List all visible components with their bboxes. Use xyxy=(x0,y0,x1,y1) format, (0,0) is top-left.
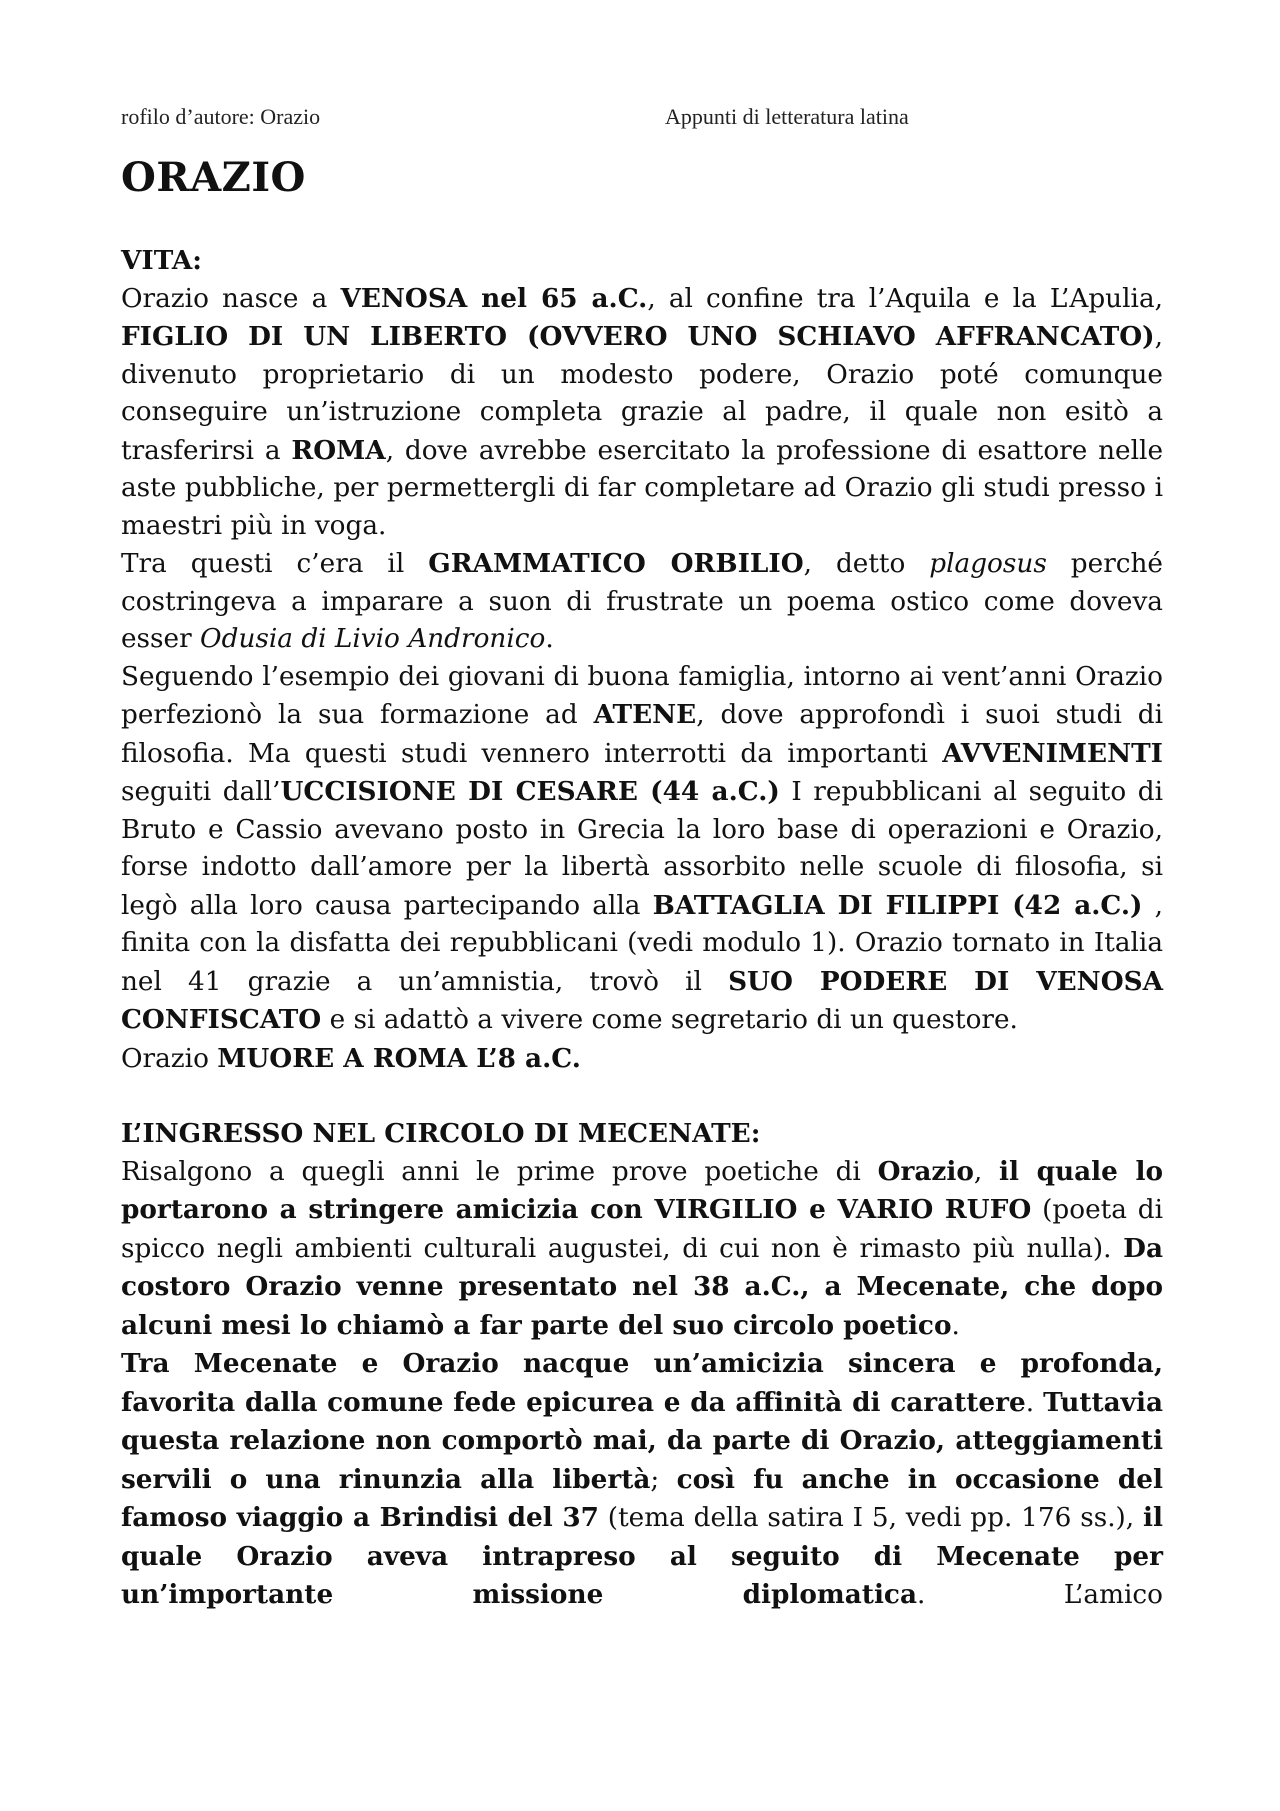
section-ingresso xyxy=(121,1115,1163,1615)
document-body xyxy=(121,152,1163,1615)
bold-run: FIGLIO DI UN LIBERTO (OVVERO UNO SCHIAVO AFFRANCATO) xyxy=(121,321,1155,352)
paragraph-vita-2 xyxy=(121,545,1163,659)
text-run: . xyxy=(1025,1387,1044,1418)
bold-run: BATTAGLIA DI FILIPPI (42 a.C.) xyxy=(652,889,1143,921)
bold-run: GRAMMATICO ORBILIO xyxy=(428,548,804,579)
bold-run: ATENE xyxy=(593,699,697,730)
bold-run: il quale Orazio aveva intrapreso al seguito di Mecenate per un’importante missione diplomatica xyxy=(121,1502,1163,1610)
bold-run: così fu anche in occasione del famoso viaggio a Brindisi del 37 xyxy=(121,1463,1164,1533)
bold-run: Tuttavia questa relazione non comportò mai, da parte di Orazio, atteggiamenti servili o una rinunzia alla libertà xyxy=(121,1386,1163,1495)
text-run: , dove approfondì i suoi studi di filosofia. Ma questi studi vennero interrotti da importanti xyxy=(121,700,1163,769)
text-run: , detto xyxy=(803,549,930,579)
paragraph-ingresso-1 xyxy=(121,1153,1163,1346)
bold-run: VENOSA nel 65 a.C. xyxy=(340,282,648,314)
paragraph-vita-1 xyxy=(121,280,1163,546)
bold-run: UCCISIONE DI CESARE (44 a.C.) xyxy=(280,776,780,807)
text-run: (poeta di spicco negli ambienti culturali augustei, di cui non è rimasto più nulla). xyxy=(121,1195,1163,1264)
text-run: (tema della satira I 5, vedi pp. 176 ss.), xyxy=(598,1503,1144,1533)
text-run: Tra questi c’era il xyxy=(121,549,429,579)
text-run: perché costringeva a imparare a suon di frustrate un poema ostico come doveva esser xyxy=(121,549,1163,654)
bold-run: ROMA xyxy=(291,434,386,466)
text-run: e si adattò a vivere come segretario di un questore. xyxy=(321,1005,1018,1035)
bold-run: il quale lo portarono a stringere amicizia con VIRGILIO e VARIO RUFO xyxy=(121,1155,1164,1225)
header-right-text: Appunti di letteratura latina xyxy=(665,104,909,129)
text-run: , al confine tra l’Aquila e la L’Apulia, xyxy=(647,283,1163,314)
page-title: ORAZIO xyxy=(121,154,306,201)
paragraph-vita-3 xyxy=(121,659,1163,1040)
text-run: Seguendo l’esempio dei giovani di buona famiglia, intorno ai vent’anni Orazio perfezionò la sua formazione ad xyxy=(121,661,1163,730)
text-run: . xyxy=(951,1310,960,1341)
section-heading-vita: VITA: xyxy=(121,245,202,276)
text-run: , divenuto proprietario di un modesto podere, Orazio poté comunque conseguire un’istruzione completa grazie al padre, il quale non esitò a trasferirsi a xyxy=(121,322,1163,466)
text-run: seguiti dall’ xyxy=(121,777,281,807)
header-left-text: rofilo d’autore: Orazio xyxy=(121,104,321,129)
bold-run: Da costoro Orazio venne presentato nel 38 a.C., a Mecenate, che dopo alcuni mesi lo chiamò a far parte del suo circolo poetico xyxy=(121,1232,1163,1341)
text-run: ; xyxy=(650,1464,677,1495)
text-run: I repubblicani al seguito di Bruto e Cassio avevano posto in Grecia la loro base di operazioni e Orazio, forse indotto dall’amore per la libertà assorbito nelle scuole di filosofia, si legò alla loro causa partecipando alla xyxy=(121,777,1163,921)
bold-run: Tra Mecenate e Orazio nacque un’amicizia sincera e profonda, favorita dalla comune fede epicurea e da affinità di carattere xyxy=(121,1348,1163,1418)
text-run: . L’amico xyxy=(917,1580,1163,1610)
paragraph-vita-4 xyxy=(121,1040,1163,1079)
text-run: , finita con la disfatta dei repubblicani (vedi modulo 1). Orazio tornato in Italia nel 41 grazie a un’amnistia, trovò il xyxy=(121,890,1164,997)
running-header xyxy=(121,104,1171,134)
text-run: Orazio nasce a xyxy=(121,283,341,314)
section-heading-ingresso: L’INGRESSO NEL CIRCOLO DI MECENATE: xyxy=(121,1118,761,1149)
paragraph-ingresso-2 xyxy=(121,1345,1163,1615)
bold-run: MUORE A ROMA L’8 a.C. xyxy=(217,1042,581,1074)
bold-run: AVVENIMENTI xyxy=(942,737,1163,769)
text-run: , xyxy=(973,1156,1000,1187)
section-vita xyxy=(121,242,1163,1078)
italic-run: Odusia di Livio Andronico xyxy=(200,624,546,654)
text-run: Risalgono a quegli anni le prime prove poetiche di xyxy=(121,1156,878,1187)
text-run: Orazio xyxy=(121,1043,218,1074)
text-run: , dove avrebbe esercitato la professione di esattore nelle aste pubbliche, per permettergli di far completare ad Orazio gli studi presso i maestri più in voga. xyxy=(121,435,1164,541)
italic-run: plagosus xyxy=(929,549,1047,579)
bold-run: SUO PODERE DI VENOSA CONFISCATO xyxy=(121,965,1163,1035)
text-run: . xyxy=(545,624,554,654)
bold-run: Orazio xyxy=(877,1155,974,1187)
